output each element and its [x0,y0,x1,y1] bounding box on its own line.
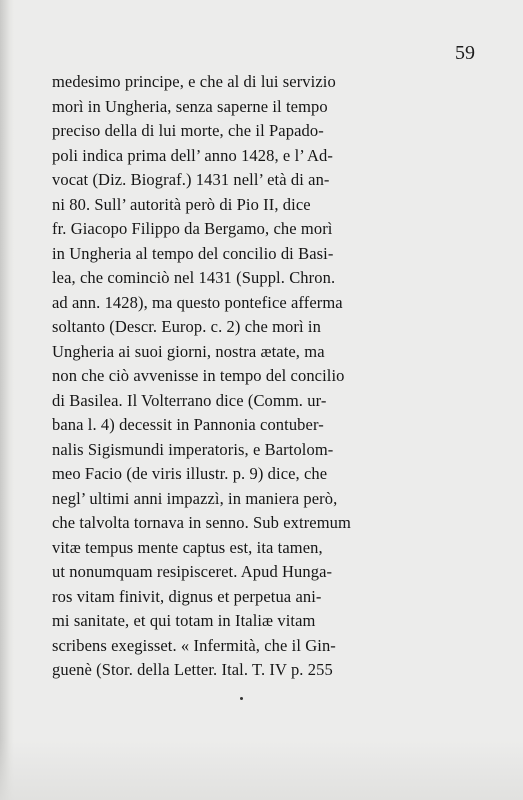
text-line: di Basilea. Il Volterrano dice (Comm. ur- [52,390,327,410]
text-line: lea, che cominciò nel 1431 (Suppl. Chron. [52,268,336,287]
text-line: vocat (Diz. Biograf.) 1431 nell’ età di an- [52,170,330,189]
text-line: mi sanitate, et qui totam in Italiæ vitam [52,611,316,630]
text-line: che talvolta tornava in senno. Sub extremum [52,513,351,532]
text-line: preciso della di lui morte, che il Papado- [52,121,324,140]
text-line: medesimo principe, e che al di lui servizio [52,72,336,91]
page-bottom-shade [0,740,523,800]
page-gutter-shadow [0,0,14,800]
ink-speck [240,697,243,700]
page-number: 59 [455,42,475,64]
text-line: meo Facio (de viris illustr. p. 9) dice, che [52,464,328,483]
text-line: non che ciò avvenisse in tempo del concilio [52,366,345,385]
text-line: nalis Sigismundi imperatoris, e Bartolom- [52,439,334,459]
text-line: vitæ tempus mente captus est, ita tamen, [52,537,323,557]
text-line: negl’ ultimi anni impazzì, in maniera però, [52,488,338,508]
text-line: poli indica prima dell’ anno 1428, e l’ Ad- [52,145,333,165]
body-text [52,70,407,683]
text-line: ros vitam finivit, dignus et perpetua ani- [52,586,322,606]
text-line: soltanto (Descr. Europ. c. 2) che morì in [52,317,321,336]
text-line: morì in Ungheria, senza saperne il tempo [52,96,328,116]
text-line: fr. Giacopo Filippo da Bergamo, che morì [52,219,333,238]
text-line: scribens exegisset. « Infermità, che il Gin- [52,635,336,655]
text-line: ni 80. Sull’ autorità però di Pio II, dice [52,194,311,214]
text-line: bana l. 4) decessit in Pannonia contuber- [52,415,324,434]
text-line: ad ann. 1428), ma questo pontefice afferma [52,292,343,312]
text-line: in Ungheria al tempo del concilio di Basi- [52,243,334,263]
text-line: Ungheria ai suoi giorni, nostra ætate, ma [52,341,325,361]
text-line: ut nonumquam resipisceret. Apud Hunga- [52,562,333,581]
text-line: guenè (Stor. della Letter. Ital. T. IV p. 255 [52,660,333,679]
